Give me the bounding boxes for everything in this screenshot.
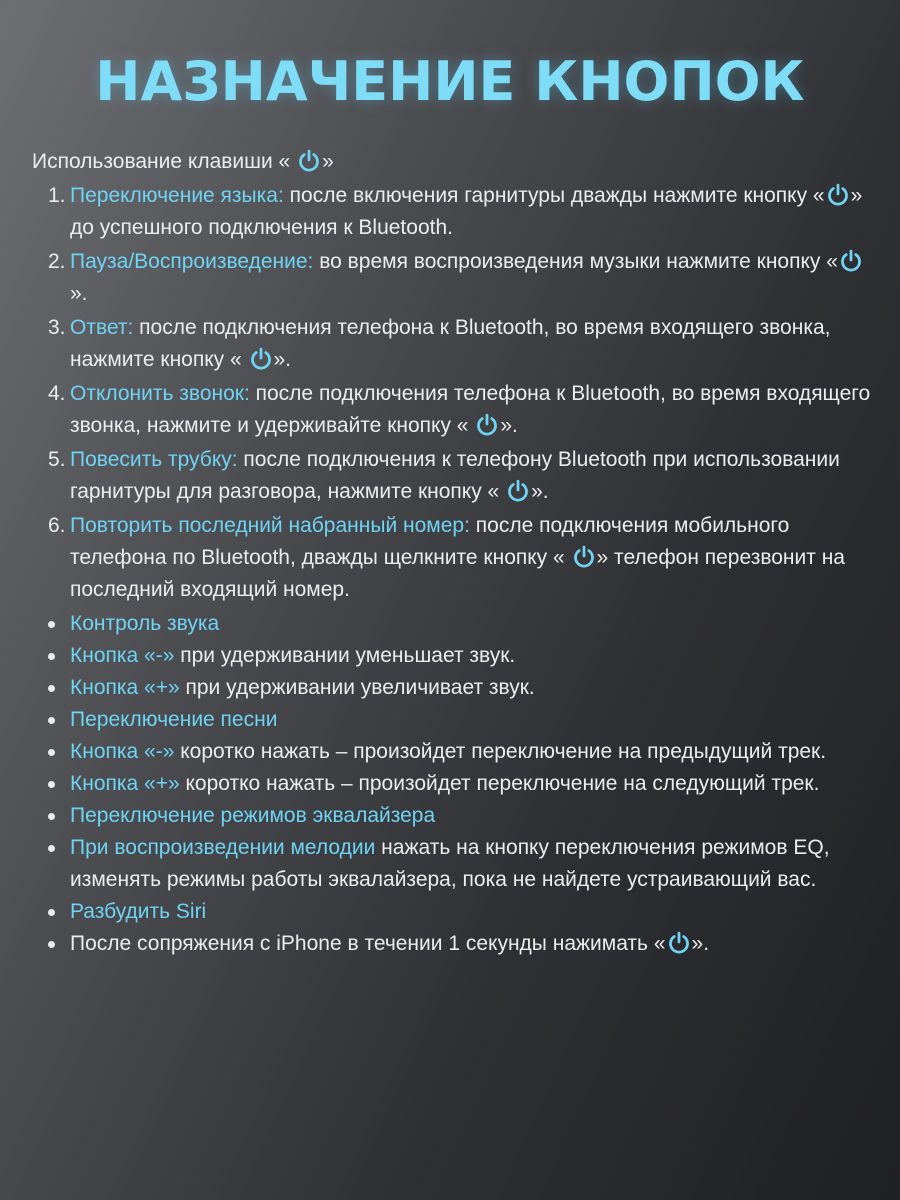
step-text: после включения гарнитуры дважды нажмите кнопку «	[283, 184, 825, 207]
bullet-heading: Переключение режимов эквалайзера	[70, 804, 436, 827]
bullet-item	[32, 704, 872, 736]
step-item	[32, 246, 872, 310]
bullet-heading: Кнопка «-»	[70, 740, 175, 763]
power-icon	[826, 183, 850, 207]
step-heading: Повесить трубку:	[70, 448, 238, 471]
intro-line	[32, 146, 872, 178]
bullet-item	[32, 736, 872, 768]
step-item	[32, 510, 872, 606]
bullet-text: После сопряжения с iPhone в течении 1 секунды нажимать «	[70, 932, 666, 955]
bullet-dot	[48, 621, 55, 628]
power-icon	[572, 545, 596, 569]
step-number: 3.	[48, 316, 66, 339]
power-icon	[506, 479, 530, 503]
step-text-end: ».	[531, 480, 549, 503]
bullet-heading: Кнопка «+»	[70, 676, 180, 699]
instructions	[32, 146, 872, 960]
step-heading: Переключение языка:	[70, 184, 284, 207]
step-text: после подключения к телефону Bluetooth при использовании гарнитуры для разговора, нажмите кнопку «	[70, 448, 840, 503]
step-item	[32, 378, 872, 442]
bullet-dot	[48, 813, 55, 820]
step-text: во время воспроизведения музыки нажмите кнопку «	[313, 250, 838, 273]
power-icon	[249, 347, 273, 371]
bullet-heading: Переключение песни	[70, 708, 278, 731]
bullet-dot	[48, 653, 55, 660]
step-text-end: » телефон перезвонит на последний входящий номер.	[70, 546, 845, 601]
bullet-text-end: ».	[691, 932, 710, 955]
steps-list	[32, 180, 872, 606]
step-item	[32, 180, 872, 244]
bullet-item	[32, 896, 872, 928]
step-number: 5.	[48, 448, 66, 471]
bullet-item	[32, 800, 872, 832]
bullet-dot	[48, 749, 55, 756]
bullet-heading: Кнопка «+»	[70, 772, 180, 795]
step-text-end: ».	[500, 414, 518, 437]
page-title: НАЗНАЧЕНИЕ КНОПОК	[95, 50, 805, 113]
intro-text: Использование клавиши «	[32, 150, 297, 173]
bullets-list	[32, 608, 872, 960]
bullet-heading: Контроль звука	[70, 612, 220, 635]
bullet-item	[32, 832, 872, 896]
step-heading: Отклонить звонок:	[70, 382, 250, 405]
step-text: после подключения телефона к Bluetooth, во время входящего звонка, нажмите кнопку «	[70, 316, 831, 371]
bullet-text: нажать на кнопку переключения режимов EQ, изменять режимы работы эквалайзера, пока не найдете устраивающий вас.	[70, 836, 830, 891]
step-text-end: ».	[273, 348, 292, 371]
step-text-end: ».	[70, 282, 88, 305]
step-heading: Повторить последний набранный номер:	[70, 514, 470, 537]
step-text-end: » до успешного подключения к Bluetooth.	[70, 184, 863, 239]
bullet-item	[32, 640, 872, 672]
step-item	[32, 444, 872, 508]
intro-text-end: »	[322, 150, 334, 173]
power-icon	[475, 413, 499, 437]
step-number: 6.	[48, 514, 66, 537]
step-number: 4.	[48, 382, 66, 405]
step-number: 1.	[48, 184, 66, 207]
bullet-text: при удерживании увеличивает звук.	[179, 676, 535, 699]
step-item	[32, 312, 872, 376]
power-icon	[667, 931, 691, 955]
bullet-text: при удерживании уменьшает звук.	[174, 644, 516, 667]
bullet-heading: При воспроизведении мелодии	[70, 836, 376, 859]
bullet-item	[32, 928, 872, 960]
bullet-dot	[48, 845, 55, 852]
power-icon	[297, 149, 321, 173]
step-text: после подключения телефона к Bluetooth, во время входящего звонка, нажмите и удерживайте кнопку «	[70, 382, 871, 437]
bullet-text: коротко нажать – произойдет переключение на предыдущий трек.	[174, 740, 827, 763]
bullet-item	[32, 768, 872, 800]
bullet-heading: Кнопка «-»	[70, 644, 175, 667]
bullet-item	[32, 672, 872, 704]
step-heading: Ответ:	[70, 316, 134, 339]
power-icon	[839, 249, 863, 273]
bullet-dot	[48, 781, 55, 788]
bullet-text: коротко нажать – произойдет переключение на следующий трек.	[179, 772, 820, 795]
bullet-dot	[48, 685, 55, 692]
bullet-dot	[48, 941, 55, 948]
bullet-heading: Разбудить Siri	[70, 900, 207, 923]
step-heading: Пауза/Воспроизведение:	[70, 250, 314, 273]
bullet-dot	[48, 717, 55, 724]
step-text: после подключения мобильного телефона по Bluetooth, дважды щелкните кнопку «	[70, 514, 790, 569]
bullet-dot	[48, 909, 55, 916]
step-number: 2.	[48, 250, 66, 273]
bullet-item	[32, 608, 872, 640]
